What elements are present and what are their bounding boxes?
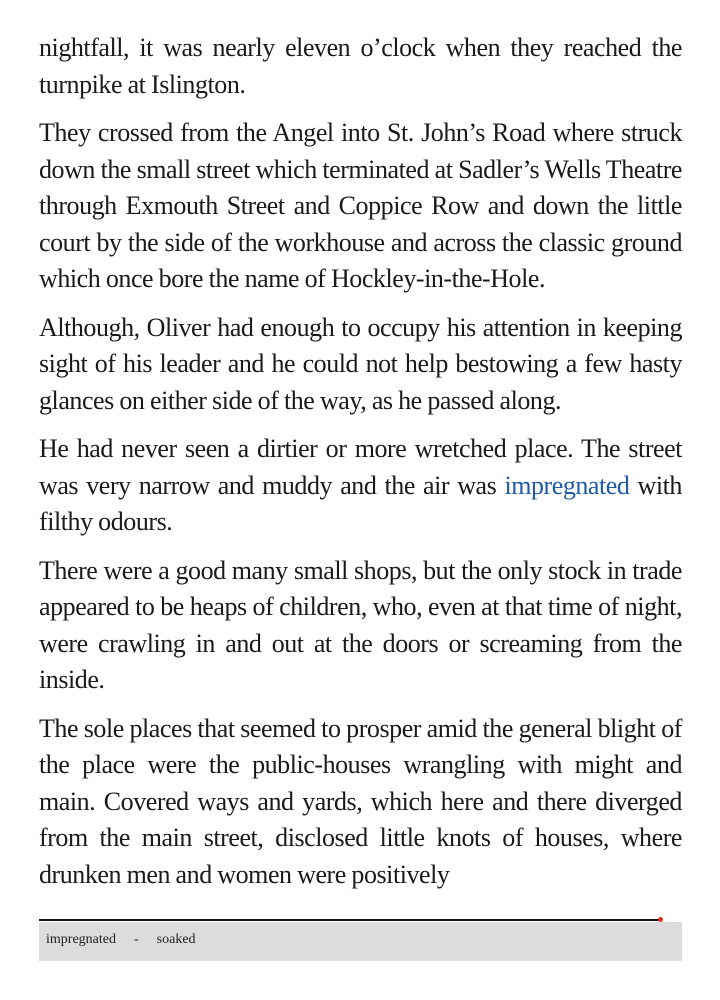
paragraph-5: There were a good many small shops, but the only stock in trade appeared to be heaps of children, who, even at that time of night, were crawling in and out at the doors or screaming from the inside. <box>39 555 682 694</box>
paragraph-1: nightfall, it was nearly eleven o’clock when they reached the turnpike at Islington. <box>39 33 682 99</box>
paragraph-2: They crossed from the Angel into St. John’s Road where struck down the small street which terminated at Sadler’s Wells Theatre through Exmouth Street and Coppice Row and down the little court by the side of the workhouse and across the classic ground which once bore the name of Hockley-in-the-Hole. <box>39 118 682 293</box>
footnote-term: impregnated <box>46 932 116 947</box>
paragraph-4-text-before: He had never seen a dirtier or more wretched place. The street was very narrow and muddy and the air was <box>39 434 682 500</box>
paragraph-6: The sole places that seemed to prosper amid the general blight of the place were the public-houses wrangling with might and main. Covered ways and yards, which here and there diverged from the main street, disclosed little knots of houses, where drunken men and women were positively <box>39 713 682 889</box>
paragraph-4 <box>39 431 682 541</box>
footnote-divider <box>39 919 661 921</box>
footnote-separator: - <box>133 932 139 947</box>
paragraph-3: Although, Oliver had enough to occupy his attention in keeping sight of his leader and he could not help bestowing a few hasty glances on either side of the way, as he passed along. <box>39 312 682 415</box>
page-body <box>39 30 682 905</box>
paragraph-4-text-after: with filthy odours. <box>39 470 682 536</box>
gloss-link-impregnated[interactable]: impregnated <box>504 470 630 500</box>
footnote-definition: soaked <box>156 932 196 947</box>
footnote-box <box>39 922 682 961</box>
